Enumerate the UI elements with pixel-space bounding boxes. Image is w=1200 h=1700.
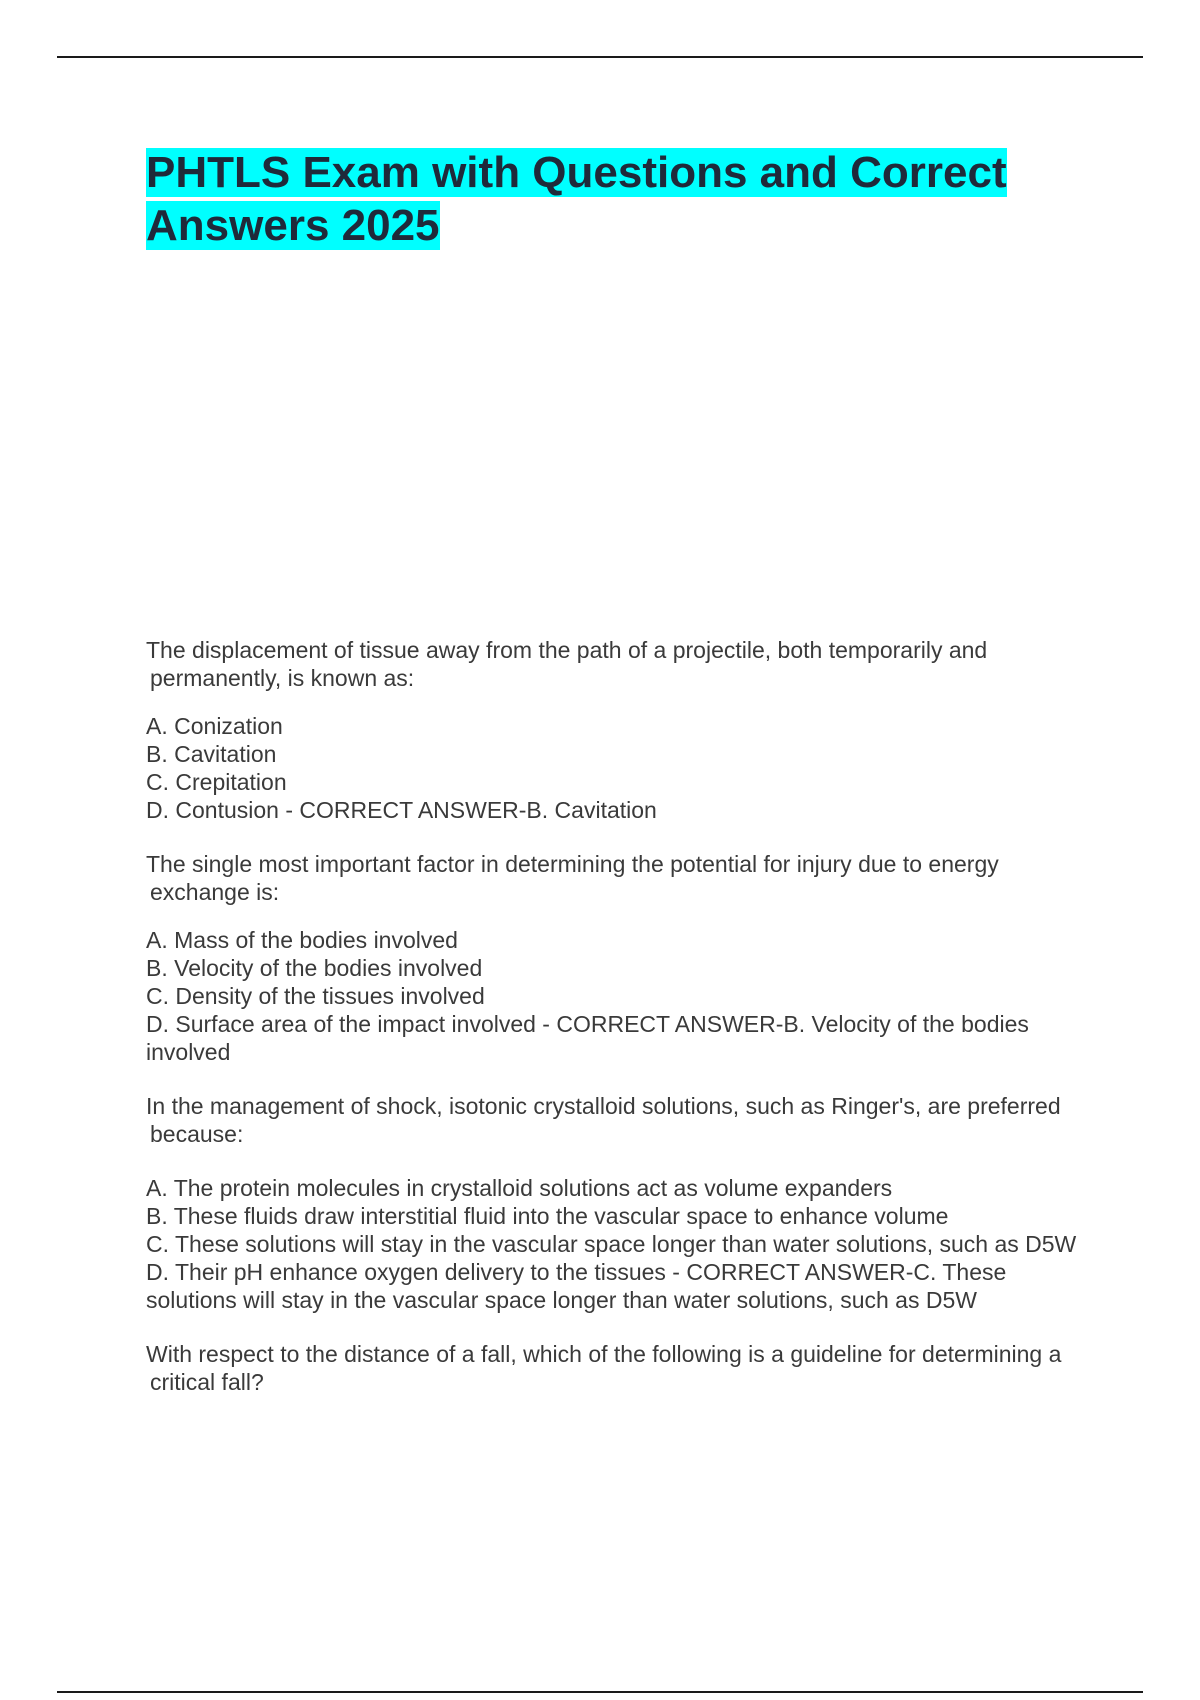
option-d-with-answer: D. Their pH enhance oxygen delivery to the tissues - CORRECT ANSWER-C. These solutions will stay in the vascular space longer than water solutions, such as D5W — [146, 1259, 1007, 1313]
option-b: B. Cavitation — [146, 741, 277, 767]
question-block — [146, 1092, 1086, 1314]
option-list — [146, 712, 1086, 824]
option-a: A. The protein molecules in crystalloid solutions act as volume expanders — [146, 1175, 893, 1201]
question-block — [146, 1340, 1086, 1396]
option-b: B. These fluids draw interstitial fluid into the vascular space to enhance volume — [146, 1203, 949, 1229]
option-a: A. Mass of the bodies involved — [146, 927, 458, 953]
question-prompt: With respect to the distance of a fall, which of the following is a guideline for determining a critical fall? — [146, 1341, 1062, 1395]
option-list — [146, 1174, 1086, 1314]
option-a: A. Conization — [146, 713, 283, 739]
option-d-with-answer: D. Surface area of the impact involved - CORRECT ANSWER-B. Velocity of the bodies involved — [146, 1011, 1029, 1065]
top-rule — [57, 56, 1143, 58]
document-title — [146, 146, 1066, 252]
question-prompt: In the management of shock, isotonic crystalloid solutions, such as Ringer's, are preferred because: — [146, 1093, 1061, 1147]
question-block — [146, 850, 1086, 1066]
option-list — [146, 926, 1086, 1066]
question-list — [146, 636, 1086, 1396]
option-c: C. Crepitation — [146, 769, 287, 795]
question-block — [146, 636, 1086, 824]
question-prompt: The single most important factor in determining the potential for injury due to energy exchange is: — [146, 851, 999, 905]
title-highlight: PHTLS Exam with Questions and Correct Answers 2025 — [146, 148, 1007, 250]
question-prompt: The displacement of tissue away from the path of a projectile, both temporarily and permanently, is known as: — [146, 637, 988, 691]
option-d-with-answer: D. Contusion - CORRECT ANSWER-B. Cavitation — [146, 797, 657, 823]
option-c: C. These solutions will stay in the vascular space longer than water solutions, such as D5W — [146, 1231, 1077, 1257]
option-c: C. Density of the tissues involved — [146, 983, 485, 1009]
bottom-rule — [57, 1691, 1143, 1693]
option-b: B. Velocity of the bodies involved — [146, 955, 483, 981]
